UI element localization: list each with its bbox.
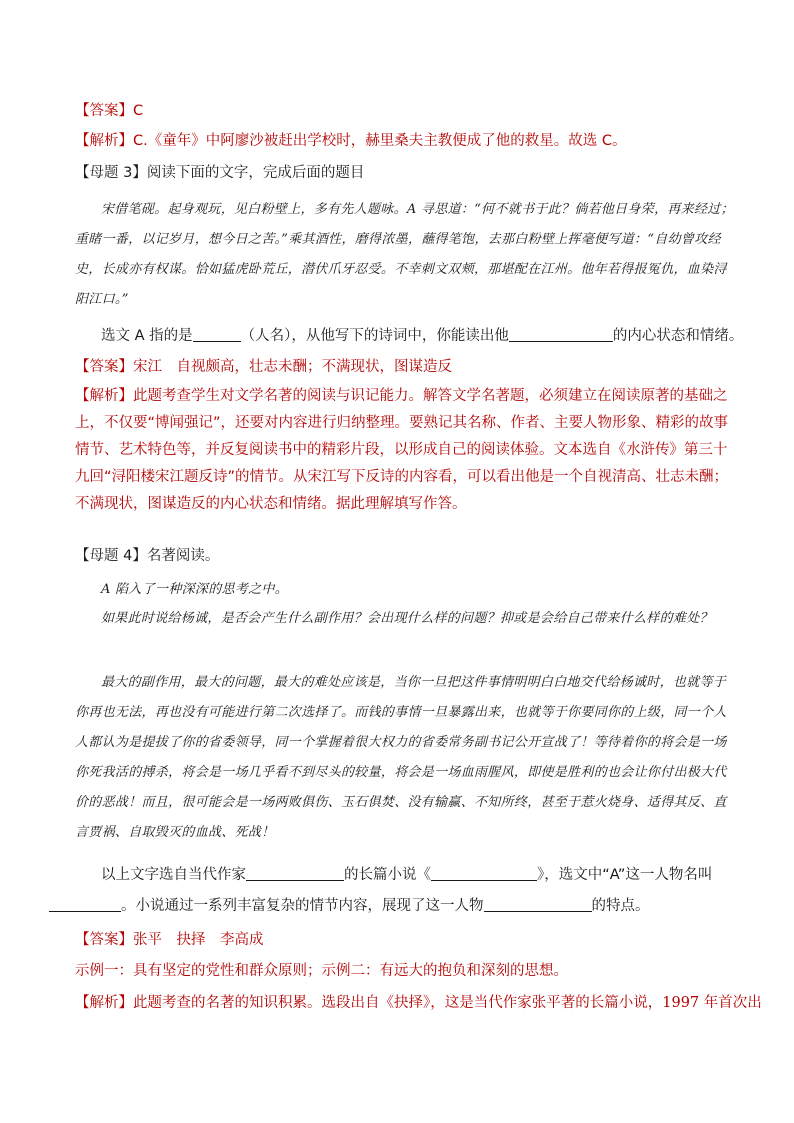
q3-analysis: [75, 383, 735, 518]
blank-novel[interactable]: [431, 865, 537, 881]
q3-question-c: 的内心状态和情绪。: [612, 328, 744, 344]
q3-title-text: 阅读下面的文字，完成后面的题目: [146, 165, 365, 181]
answer-tag: 【答案】: [75, 359, 133, 375]
answer-text: C: [133, 103, 144, 119]
analysis-year: 1997 年首次出: [662, 995, 762, 1011]
q3-question-b: （人名），从他写下的诗词中，你能读出他: [240, 328, 509, 344]
q2-analysis-line: [75, 131, 735, 151]
analysis-text: 此题考查的名著的知识积累。选段出自《抉择》，这是当代作家张平著的长篇小说，: [133, 995, 663, 1011]
blank-trait[interactable]: [484, 896, 592, 912]
q4-quote-1: A 陷入了一种深深的思考之中。: [101, 582, 289, 597]
q3-quote: 宋借笔砚。起身观玩，见白粉壁上，多有先人题咏。A 寻思道：“何不就书于此？倘若他日身荣，再来经过；重睹一番，以记岁月，想今日之苦。”乘其酒性，磨得浓墨，蘸得笔饱，去那白粉壁上挥毫便写道：“自幼曾攻经史，长成亦有权谋。恰如猛虎卧荒丘，潜伏爪牙忍受。不幸刺文双颊，那堪配在江州。他年若得报冤仇，血染浔阳江口。”: [75, 202, 734, 307]
q4-question-a: 以上文字选自当代作家: [101, 867, 246, 883]
q4-title-text: 名著阅读。: [146, 548, 220, 564]
q4-title: [75, 546, 735, 566]
analysis-tag: 【解析】: [75, 133, 133, 149]
answer-text: 宋江 自视颇高，壮志未酬；不满现状，图谋造反: [133, 359, 452, 375]
q3-title: [75, 163, 735, 183]
blank-emotion[interactable]: [509, 326, 613, 342]
answer-text: 张平 抉择 李高成: [133, 932, 264, 948]
q4-question-d: 。小说通过一系列丰富复杂的情节内容，展现了这一人物: [121, 898, 484, 914]
q3-question-a: 选文 A 指的是: [101, 328, 193, 344]
q2-answer-line: [75, 101, 735, 121]
analysis-text: C.《童年》中阿廖沙被赶出学校时，赫里桑夫主教便成了他的救星。故选 C。: [133, 133, 627, 149]
analysis-tag: 【解析】: [75, 388, 133, 404]
answer-tag: 【答案】: [75, 103, 133, 119]
q4-question-c: 》，选文中“A”这一人物名叫: [537, 867, 713, 883]
q3-answer-line: [75, 357, 735, 377]
analysis-tag: 【解析】: [75, 995, 133, 1011]
answer-tag: 【答案】: [75, 932, 133, 948]
analysis-text: 此题考查学生对文学名著的阅读与识记能力。解答文学名著题，必须建立在阅读原著的基础之上，不仅要“博闻强记”，还要对内容进行归纳整理。要熟记其名称、作者、主要人物形象、精彩的故事情节、艺术特色等，并反复阅读书中的精彩片段，以形成自己的阅读体验。文本选自《水浒传》第三十九回“浔阳楼宋江题反诗”的情节。从宋江写下反诗的内容看，可以看出他是一个自视清高、壮志未酬；不满现状，图谋造反的内心状态和情绪。据此理解填写作答。: [75, 388, 729, 512]
blank-person-name[interactable]: [193, 326, 241, 342]
q4-answer-line: [75, 930, 735, 950]
q3-question: [75, 326, 744, 346]
blank-author[interactable]: [246, 865, 344, 881]
q4-analysis-line: [75, 993, 762, 1013]
q4-quote-2: 如果此时说给杨诚，是否会产生什么副作用？会出现什么样的问题？抑或是会给自己带来什么样的难处？: [101, 611, 713, 626]
blank-character[interactable]: [49, 896, 121, 912]
q4-example-line: 示例一：具有坚定的党性和群众原则；示例二：有远大的抱负和深刻的思想。: [75, 963, 568, 979]
q4-question: [75, 860, 735, 922]
q4-question-e: 的特点。: [591, 898, 650, 914]
q4-title-tag: 【母题 4】: [75, 548, 147, 564]
q4-question-b: 的长篇小说《: [344, 867, 431, 883]
q3-title-tag: 【母题 3】: [75, 165, 147, 181]
q4-quote-3: 最大的副作用，最大的问题，最大的难处应该是，当你一旦把这件事情明明白白地交代给杨诚时，也就等于你再也无法，再也没有可能进行第二次选择了。而钱的事情一旦暴露出来，也就等于你要同你的上级，同一个人人都认为是提拔了你的省委领导，同一个掌握着很大权力的省委常务副书记公开宣战了！等待着你的将会是一场你死我活的搏杀，将会是一场几乎看不到尽头的较量，将会是一场血雨腥风，即使是胜利的也会让你付出极大代价的恶战！而且，很可能会是一场两败俱伤、玉石俱焚、没有输赢、不知所终，甚至于惹火烧身、适得其反、直言贾祸、自取毁灭的血战、死战！: [75, 675, 727, 840]
